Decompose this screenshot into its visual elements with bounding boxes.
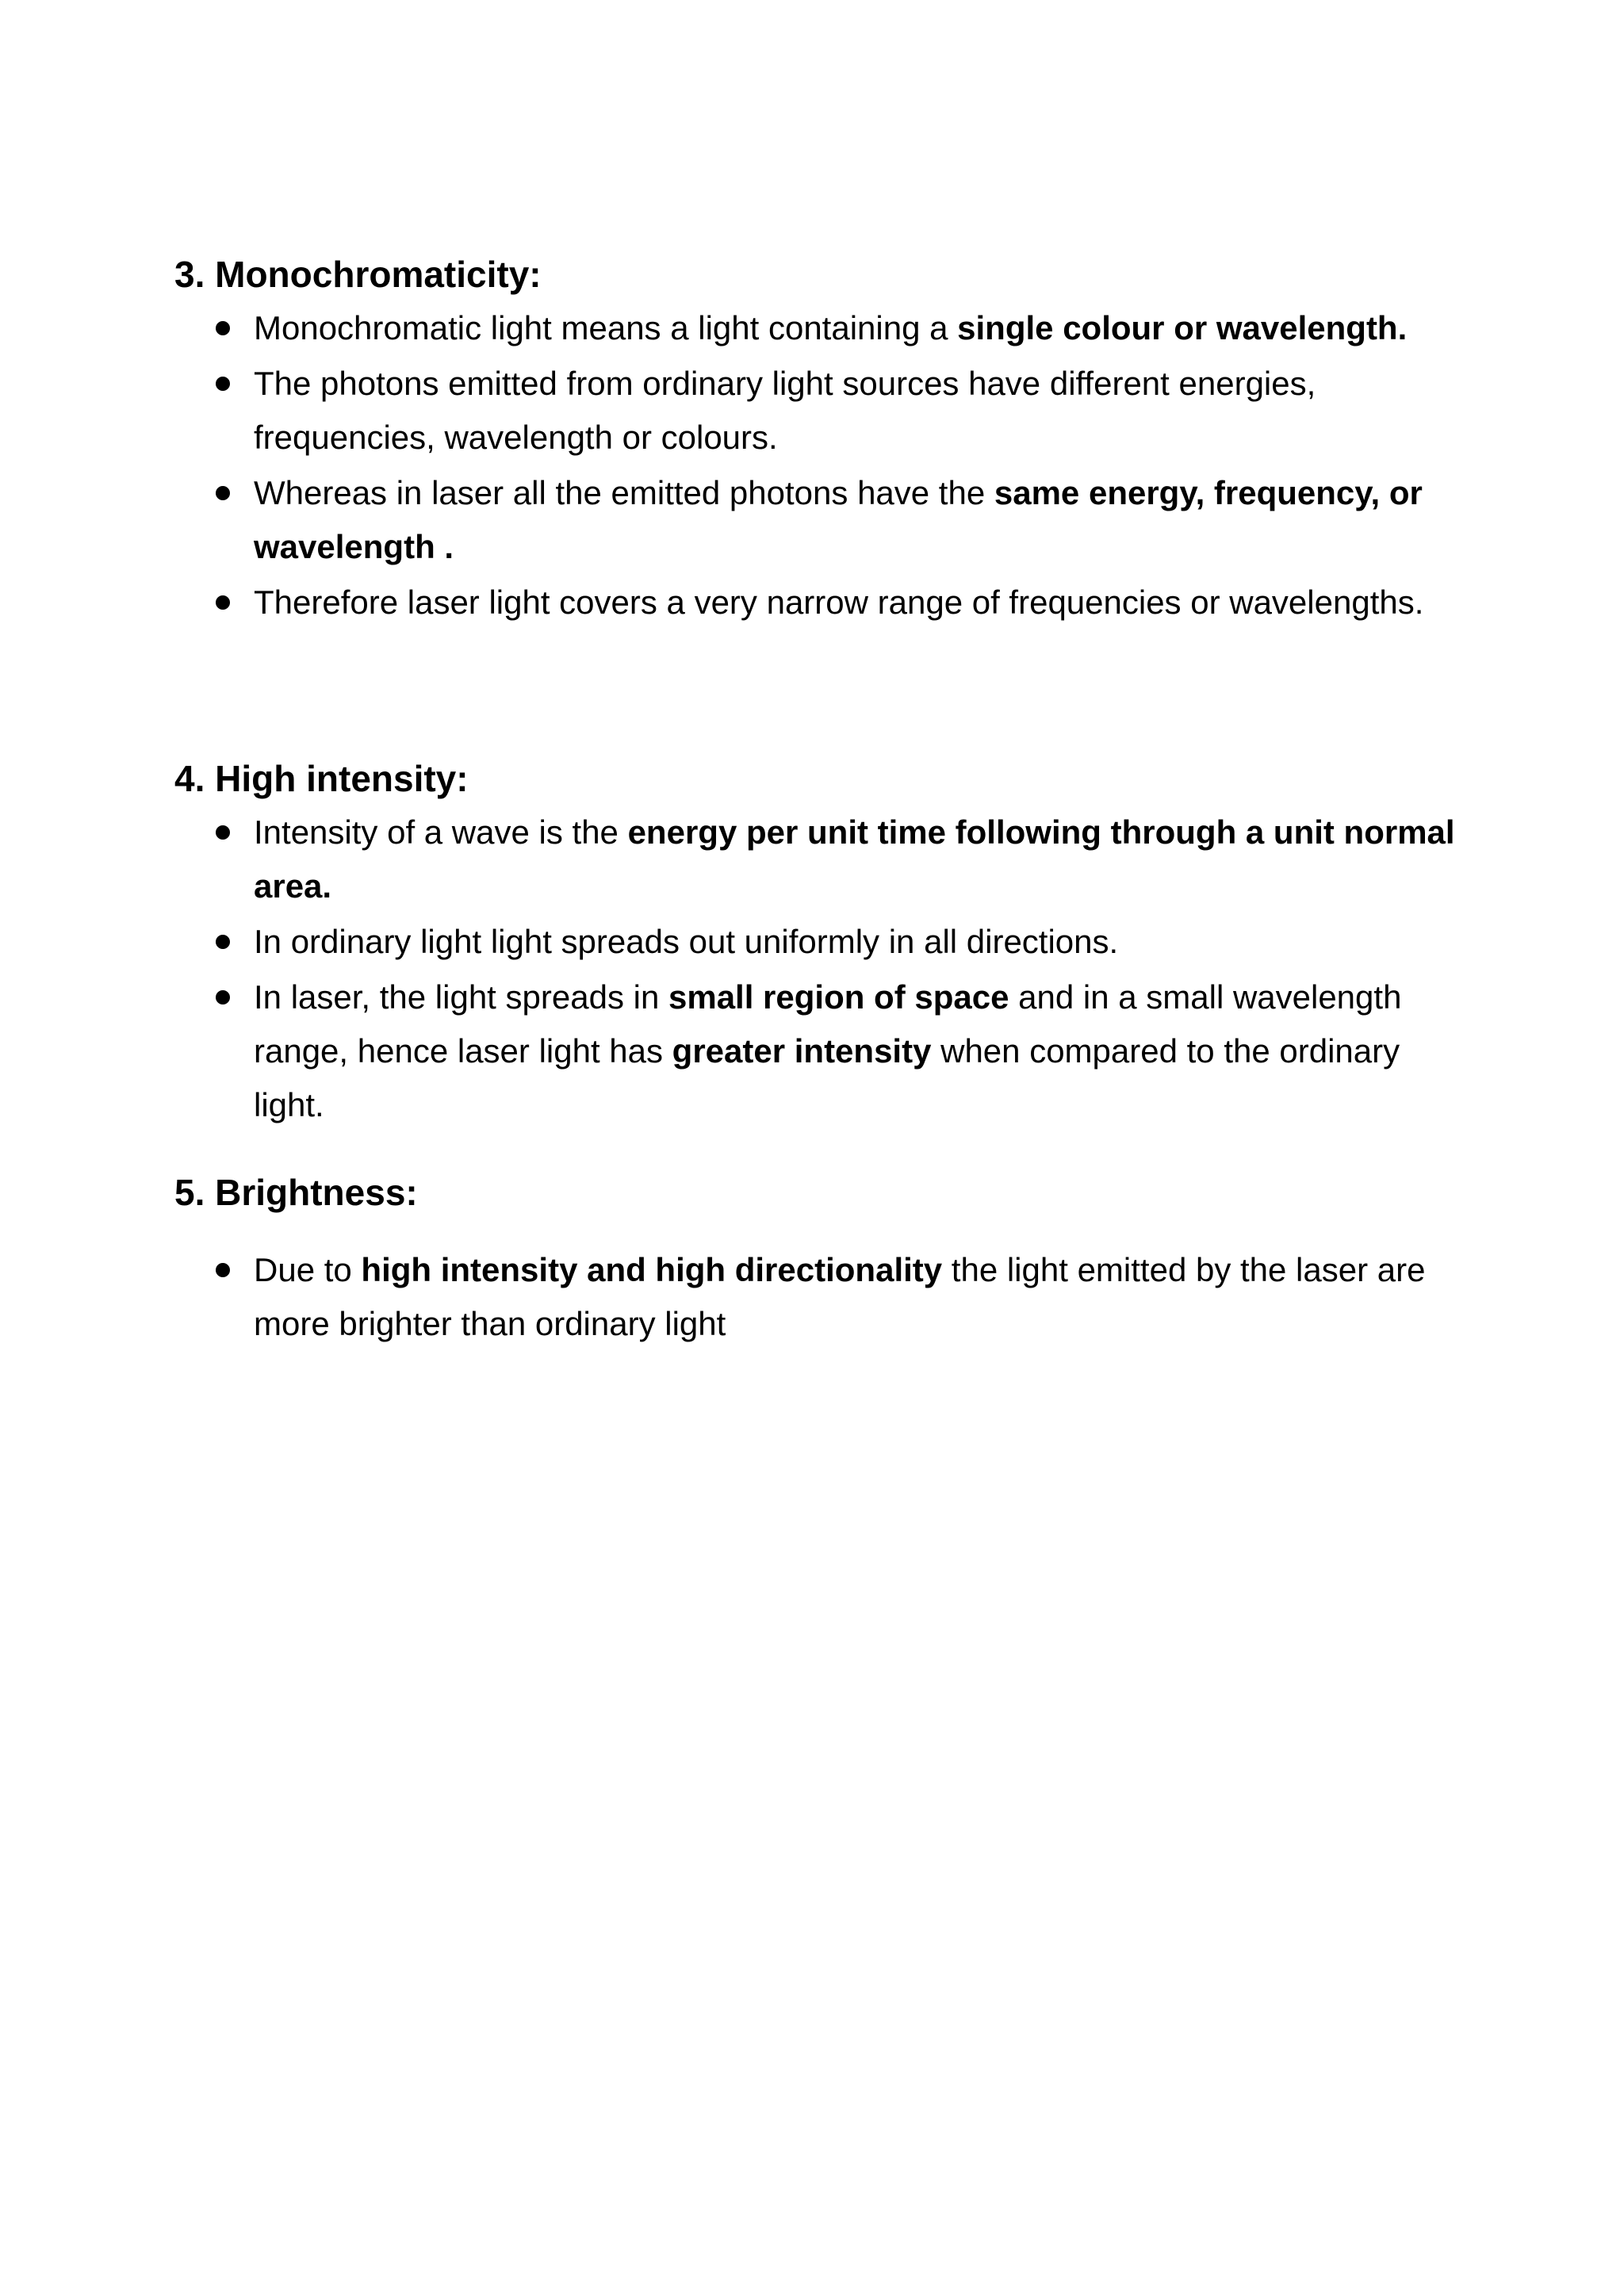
- bullet-dot-icon: [216, 935, 230, 949]
- text-run: The photons emitted from ordinary light sources have different energies, frequencies, wavelength or colours.: [254, 365, 1316, 456]
- bullet-item: [174, 915, 1459, 969]
- text-run: Intensity of a wave is the: [254, 813, 628, 851]
- bold-text: energy per unit time following through a unit normal area.: [254, 813, 1455, 905]
- bullet-dot-icon: [216, 486, 230, 500]
- text-run: In laser, the light spreads in: [254, 978, 668, 1016]
- bullet-dot-icon: [216, 321, 230, 335]
- text-run: when compared to the ordinary light.: [254, 1032, 1400, 1123]
- bullet-list: [174, 301, 1459, 629]
- bold-text: single colour or wavelength.: [957, 309, 1408, 346]
- text-run: Whereas in laser all the emitted photons have the: [254, 474, 994, 511]
- bold-text: same energy, frequency, or wavelength .: [254, 474, 1423, 565]
- bold-text: small region of space: [668, 978, 1009, 1016]
- bullet-dot-icon: [216, 825, 230, 840]
- bullet-item: [174, 301, 1459, 355]
- bullet-dot-icon: [216, 1263, 230, 1277]
- bold-text: high intensity and high directionality: [361, 1251, 943, 1288]
- text-run: Due to: [254, 1251, 362, 1288]
- section-heading: 3. Monochromaticity:: [174, 254, 542, 295]
- section-brightness: [174, 1165, 1459, 1353]
- section-high-intensity: [174, 752, 1459, 1134]
- section-heading: 5. Brightness:: [174, 1172, 418, 1213]
- text-run: Monochromatic light means a light containing a: [254, 309, 958, 346]
- text-run: the light emitted by the laser are more brighter than ordinary light: [254, 1251, 1426, 1342]
- bullet-item: [174, 970, 1459, 1132]
- text-run: Therefore laser light covers a very narrow range of frequencies or wavelengths.: [254, 584, 1424, 621]
- bullet-list: [174, 1243, 1459, 1351]
- bullet-item: [174, 576, 1459, 629]
- bullet-dot-icon: [216, 990, 230, 1004]
- bullet-list: [174, 806, 1459, 1132]
- text-run: and in a small wavelength range, hence laser light has: [254, 978, 1402, 1070]
- bullet-dot-icon: [216, 595, 230, 610]
- bullet-item: [174, 466, 1459, 574]
- bullet-item: [174, 1243, 1459, 1351]
- bullet-dot-icon: [216, 377, 230, 391]
- section-heading: 4. High intensity:: [174, 758, 469, 799]
- section-monochromaticity: [174, 247, 1459, 631]
- bold-text: greater intensity: [672, 1032, 932, 1070]
- text-run: In ordinary light light spreads out uniformly in all directions.: [254, 923, 1119, 960]
- bullet-item: [174, 806, 1459, 913]
- bullet-item: [174, 357, 1459, 465]
